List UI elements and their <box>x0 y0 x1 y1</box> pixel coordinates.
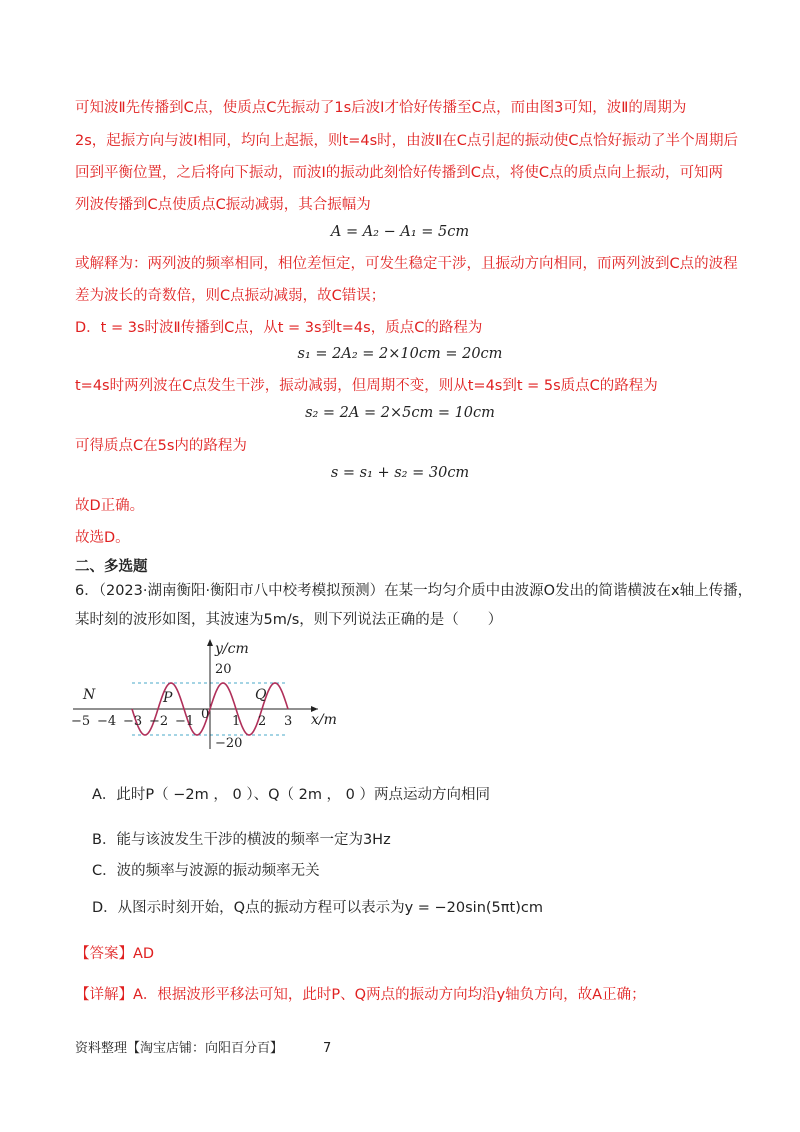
solution-line-10: 故D正确。 <box>75 498 145 514</box>
section-heading: 二、多选题 <box>75 559 148 575</box>
x-axis-label: x/m <box>311 712 337 728</box>
x-tick-label: −4 <box>97 714 117 729</box>
footer-source: 资料整理【淘宝店铺：向阳百分百】 <box>75 1041 284 1056</box>
option-b: B．能与该波发生干涉的横波的频率一定为3Hz <box>92 832 391 848</box>
solution-line-4: 列波传播到C点使质点C振动减弱，其合振幅为 <box>75 197 371 213</box>
solution-line-5: 或解释为：两列波的频率相同，相位差恒定，可发生稳定干涉，且振动方向相同，而两列波到C点的波程 <box>75 256 738 272</box>
solution-line-9: 可得质点C在5s内的路程为 <box>75 438 247 454</box>
y-axis-label: y/cm <box>215 641 249 657</box>
solution-line-6: 差为波长的奇数倍，则C点振动减弱，故C错误； <box>75 288 386 304</box>
origin-label: 0 <box>201 707 210 722</box>
question-line-2: 某时刻的波形如图，其波速为5m/s，则下列说法正确的是（ ） <box>75 612 503 628</box>
point-n-label: N <box>83 687 96 703</box>
equation-s1: s₁ = 2A₂ = 2×10cm = 20cm <box>297 346 503 362</box>
y-tick-bottom: −20 <box>215 736 243 751</box>
x-tick-label: 2 <box>258 714 267 729</box>
x-tick-label: −1 <box>175 714 195 729</box>
x-tick-label: −3 <box>123 714 143 729</box>
point-p-label: P <box>163 690 173 706</box>
option-c: C．波的频率与波源的振动频率无关 <box>92 863 320 879</box>
x-tick-label: −2 <box>149 714 169 729</box>
y-tick-top: 20 <box>215 662 232 677</box>
x-tick-label: −5 <box>71 714 91 729</box>
solution-line-1: 可知波Ⅱ先传播到C点，使质点C先振动了1s后波Ⅰ才恰好传播至C点，而由图3可知，波Ⅱ的周期为 <box>75 100 687 116</box>
page-footer <box>75 1037 331 1056</box>
y-axis-arrow <box>207 639 213 646</box>
wave-graph <box>68 635 358 755</box>
solution-line-2: 2s，起振方向与波Ⅰ相同，均向上起振，则t=4s时，由波Ⅱ在C点引起的振动使C点恰好振动了半个周期后 <box>75 133 739 149</box>
solution-line-3: 回到平衡位置，之后将向下振动，而波Ⅰ的振动此刻恰好传播到C点，将使C点的质点向上振动，可知两 <box>75 165 724 181</box>
answer-line: 【答案】AD <box>75 946 155 962</box>
detail-line: 【详解】A．根据波形平移法可知，此时P、Q两点的振动方向均沿y轴负方向，故A正确； <box>75 987 646 1003</box>
equation-s: s = s₁ + s₂ = 30cm <box>330 465 470 481</box>
equation-s2: s₂ = 2A = 2×5cm = 10cm <box>305 405 495 421</box>
x-tick-label: 1 <box>232 714 241 729</box>
solution-line-7: D．t = 3s时波Ⅱ传播到C点，从t = 3s到t=4s，质点C的路程为 <box>75 320 483 336</box>
equation-amplitude: A = A₂ − A₁ = 5cm <box>330 224 470 240</box>
solution-line-8: t=4s时两列波在C点发生干涉，振动减弱，但周期不变，则从t=4s到t = 5s质点C的路程为 <box>75 378 658 394</box>
point-q-label: Q <box>255 687 267 703</box>
option-a: A．此时P（ −2m ， 0 ）、Q（ 2m ， 0 ）两点运动方向相同 <box>92 787 490 803</box>
page-number: 7 <box>323 1041 332 1056</box>
option-d: D．从图示时刻开始，Q点的振动方程可以表示为y = −20sin(5πt)cm <box>92 900 543 916</box>
solution-line-11: 故选D。 <box>75 530 130 546</box>
x-tick-label: 3 <box>284 714 293 729</box>
question-line-1: 6．（2023·湖南衡阳·衡阳市八中校考模拟预测）在某一均匀介质中由波源O发出的简谐横波在x轴上传播， <box>75 583 753 599</box>
x-tick-labels <box>71 714 292 729</box>
